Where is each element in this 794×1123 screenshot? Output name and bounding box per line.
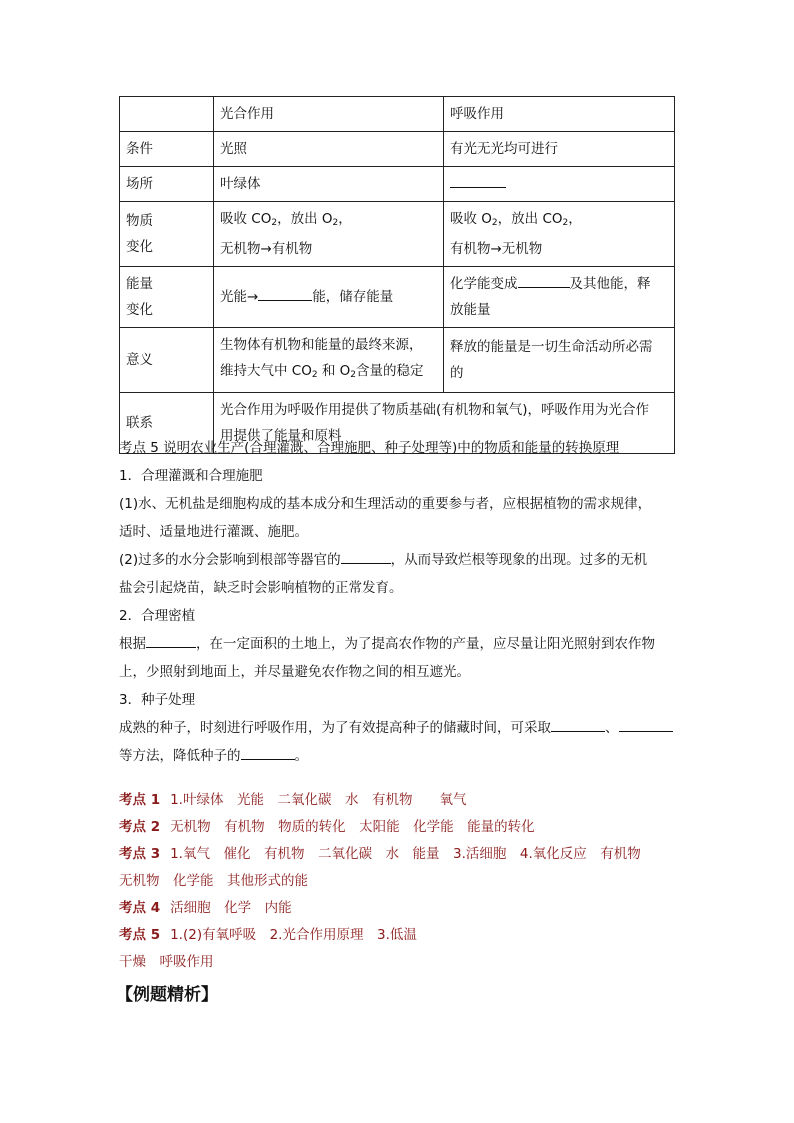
fill-blank <box>518 273 570 288</box>
section-1-title: 1．合理灌溉和合理施肥 <box>119 468 263 484</box>
row-label: 场所 <box>120 167 214 202</box>
cell-photo-site: 叶绿体 <box>214 167 444 202</box>
paragraph: (1)水、无机盐是细胞构成的基本成分和生理活动的重要参与者，应根据植物的需求规律， <box>119 496 652 512</box>
cell-resp-meaning: 释放的能量是一切生命活动所必需 的 <box>444 328 675 393</box>
section-2-title: 2．合理密植 <box>119 608 196 624</box>
fill-blank <box>619 717 673 732</box>
fill-blank <box>258 286 312 301</box>
answer-kaodian-3: 考点 3 1.氧气 催化 有机物 二氧化碳 水 能量 3.活细胞 4.氧化反应 有机物 <box>119 846 641 862</box>
fill-blank <box>450 173 506 188</box>
cell-resp-site <box>444 167 675 202</box>
header-cell-empty <box>120 97 214 132</box>
comparison-table <box>119 96 675 454</box>
row-label: 意义 <box>120 328 214 393</box>
answer-kaodian-5: 考点 5 1.(2)有氧呼吸 2.光合作用原理 3.低温 <box>119 927 417 943</box>
cell-resp-condition: 有光无光均可进行 <box>444 132 675 167</box>
row-label: 条件 <box>120 132 214 167</box>
table-header-row <box>120 97 675 132</box>
paragraph: 适时、适量地进行灌溉、施肥。 <box>119 524 308 540</box>
row-label: 物质 变化 <box>120 202 214 267</box>
paragraph: 盐会引起烧苗，缺乏时会影响植物的正常发育。 <box>119 580 403 596</box>
answer-kaodian-3-cont: 无机物 化学能 其他形式的能 <box>119 873 308 889</box>
cell-link: 光合作用为呼吸作用提供了物质基础(有机物和氧气)，呼吸作用为光合作 用提供了能量和原料 <box>214 393 675 454</box>
section-heading: 【例题精析】 <box>116 985 218 1005</box>
cell-photo-condition: 光照 <box>214 132 444 167</box>
table-row-condition <box>120 132 675 167</box>
paragraph: (2)过多的水分会影响到根部等器官的 ，从而导致烂根等现象的出现。过多的无机 <box>119 546 679 574</box>
paragraph: 等方法，降低种子的 。 <box>119 742 679 770</box>
fill-blank <box>146 633 196 648</box>
table-row-energy <box>120 267 675 328</box>
header-cell-photosynthesis: 光合作用 <box>214 97 444 132</box>
cell-photo-matter: 吸收 $CO_2$，放出 $O_2$， 无机物→有机物 <box>214 202 444 267</box>
paragraph: 成熟的种子，时刻进行呼吸作用，为了有效提高种子的储藏时间，可采取 、 <box>119 714 679 742</box>
paragraph: 根据 ，在一定面积的土地上，为了提高农作物的产量，应尽量让阳光照射到农作物 <box>119 630 679 658</box>
table-row-site <box>120 167 675 202</box>
row-label: 联系 <box>120 393 214 454</box>
paragraph: 上，少照射到地面上，并尽量避免农作物之间的相互遮光。 <box>119 664 470 680</box>
section-3-title: 3．种子处理 <box>119 692 196 708</box>
cell-resp-energy: 化学能变成 及其他能，释 放能量 <box>444 267 675 328</box>
answer-kaodian-2: 考点 2 无机物 有机物 物质的转化 太阳能 化学能 能量的转化 <box>119 819 535 835</box>
answer-kaodian-5-cont: 干燥 呼吸作用 <box>119 954 214 970</box>
row-label: 能量 变化 <box>120 267 214 328</box>
fill-blank <box>241 745 295 760</box>
header-cell-respiration: 呼吸作用 <box>444 97 675 132</box>
answer-kaodian-1: 考点 1 1.叶绿体 光能 二氧化碳 水 有机物 氧气 <box>119 792 467 808</box>
fill-blank <box>341 549 391 564</box>
cell-photo-meaning: 生物体有机物和能量的最终来源， 维持大气中 $CO_2$ 和 $O_2$含量的稳定 <box>214 328 444 393</box>
answer-kaodian-4: 考点 4 活细胞 化学 内能 <box>119 900 292 916</box>
cell-photo-energy: 光能→ 能，储存能量 <box>214 267 444 328</box>
table-row-meaning <box>120 328 675 393</box>
kaodian5-title: 考点 5 说明农业生产(合理灌溉、合理施肥、种子处理等)中的物质和能量的转换原理 <box>119 440 620 456</box>
cell-resp-matter: 吸收 $O_2$，放出 $CO_2$， 有机物→无机物 <box>444 202 675 267</box>
fill-blank <box>551 717 605 732</box>
table-row-matter <box>120 202 675 267</box>
